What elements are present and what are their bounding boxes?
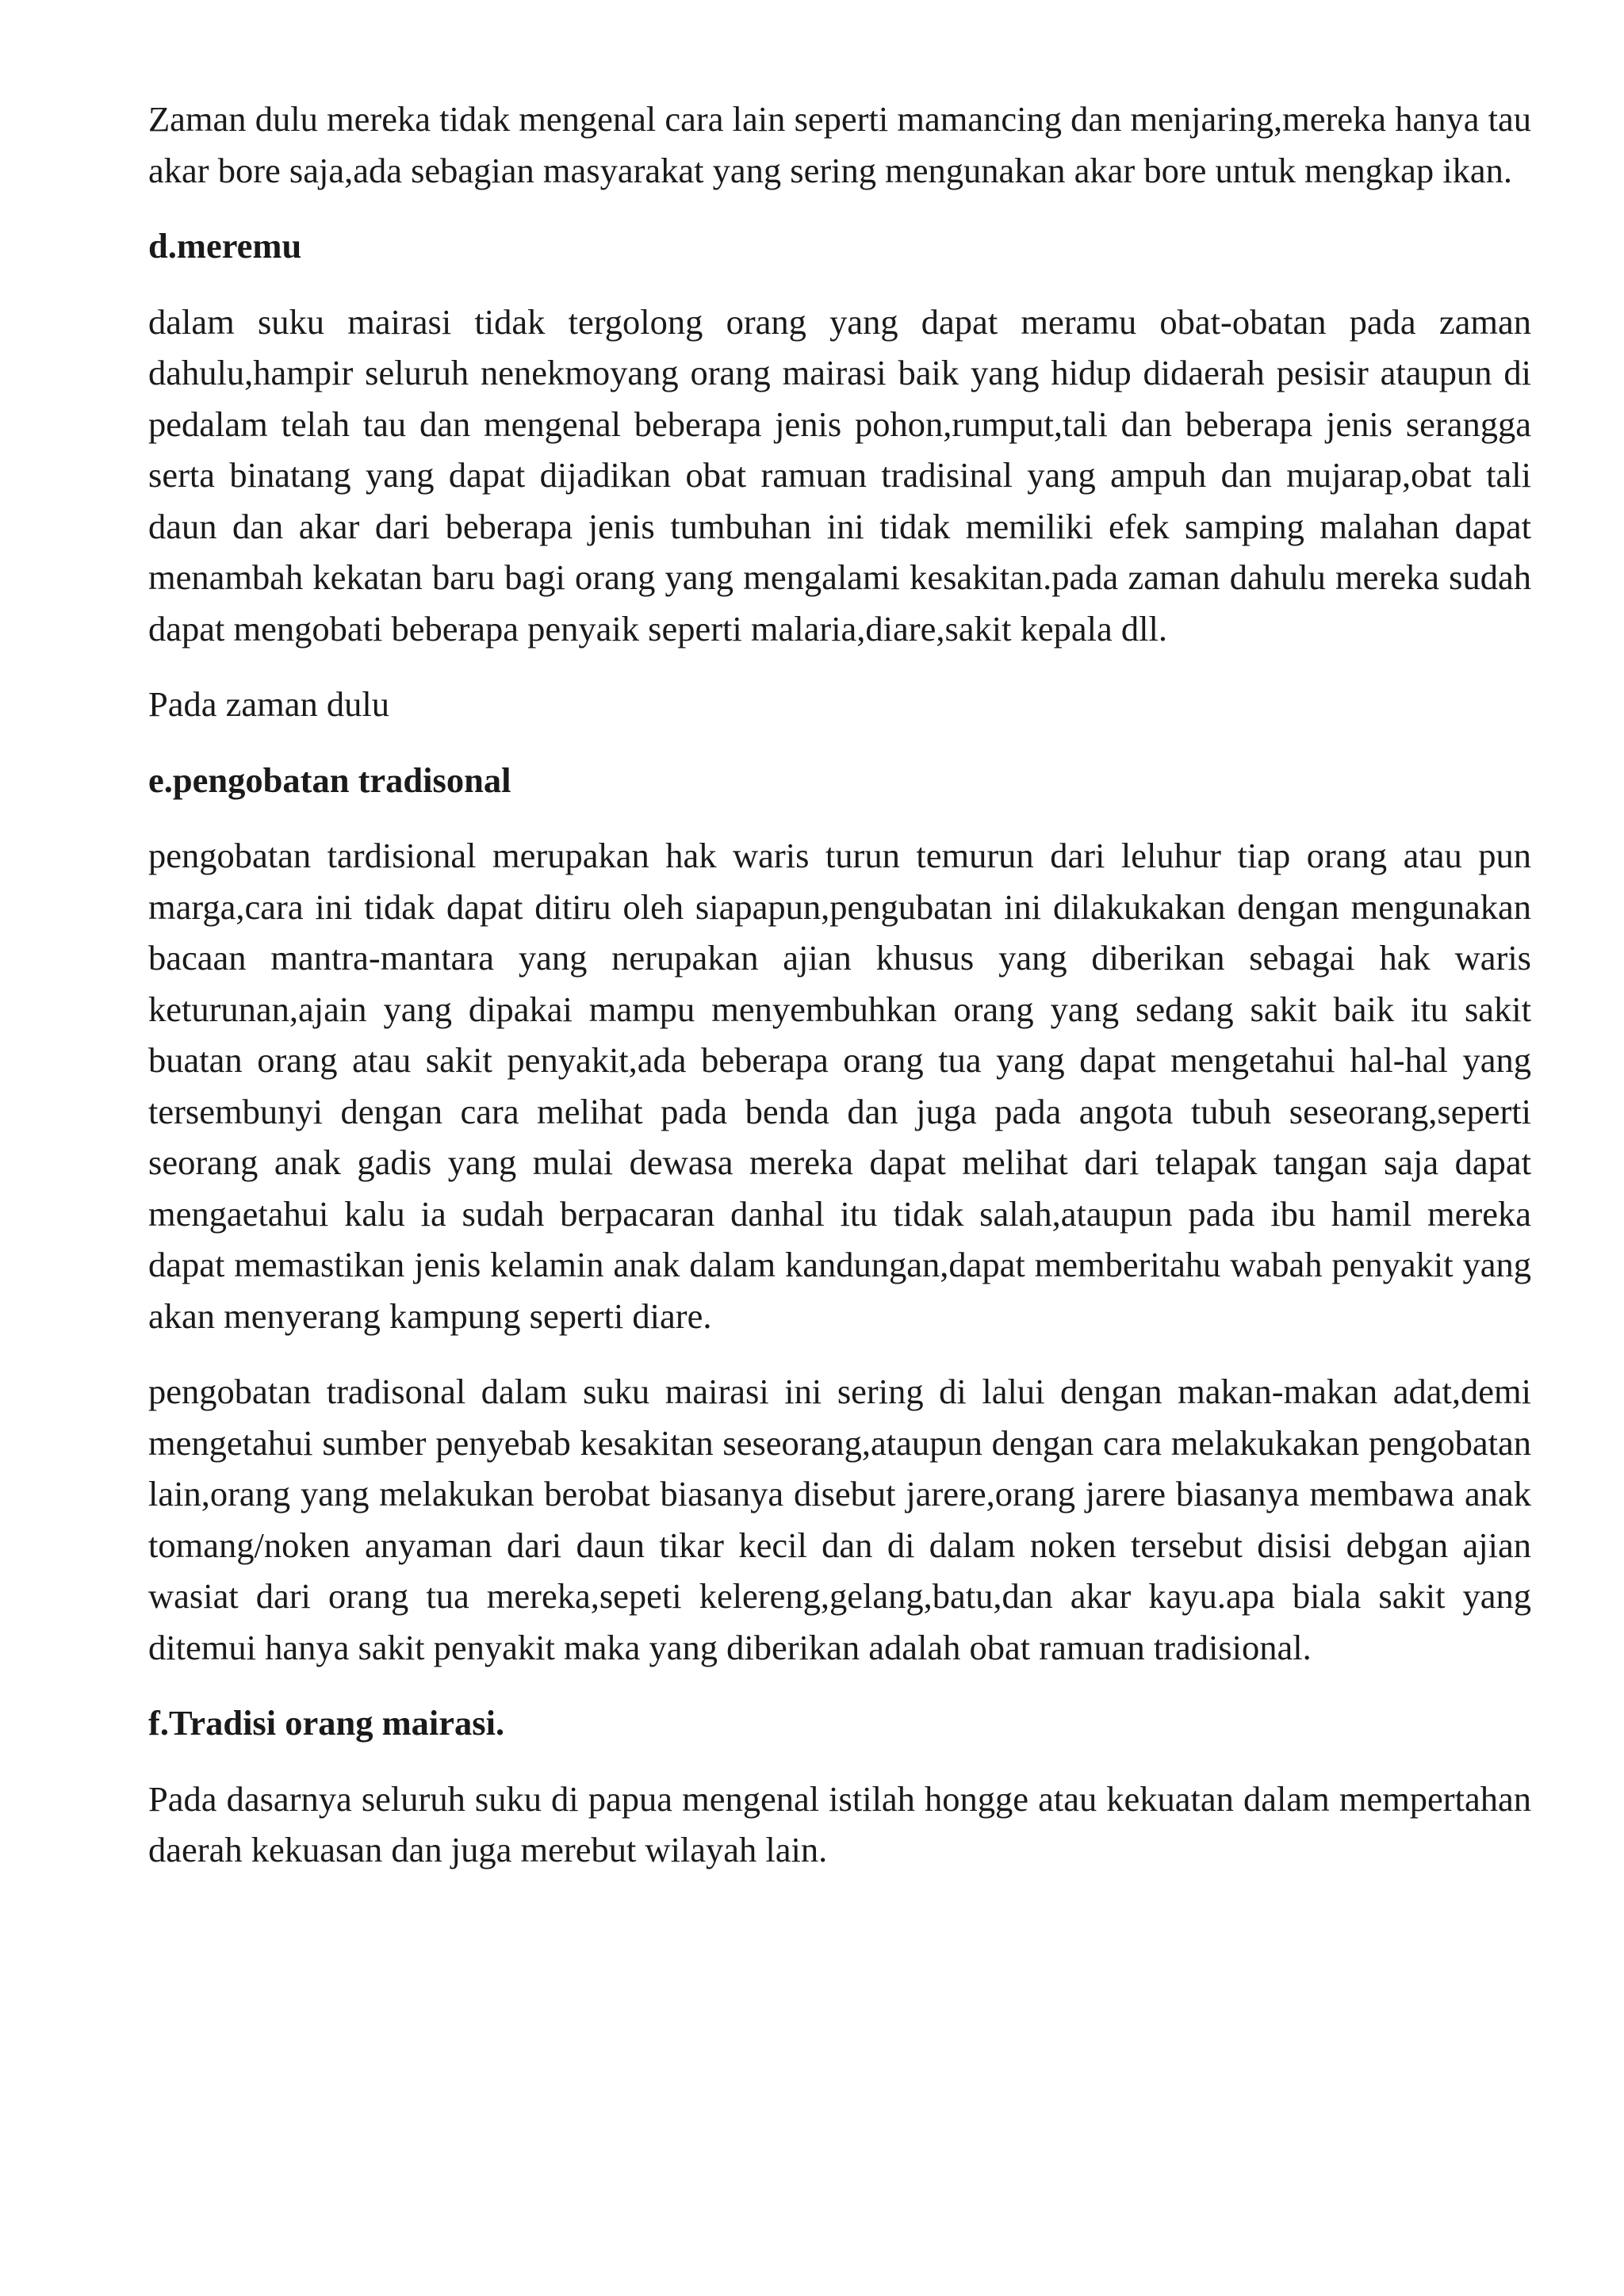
paragraph-tradisi: Pada dasarnya seluruh suku di papua mengenal istilah hongge atau kekuatan dalam mempertahan daerah kekuasan dan juga merebut wilayah lain. (148, 1778, 1531, 1869)
heading-pengobatan-tradisonal: e.pengobatan tradisonal (148, 760, 511, 800)
heading-tradisi-orang-mairasi: f.Tradisi orang mairasi. (148, 1703, 505, 1743)
paragraph-fishing: Zaman dulu mereka tidak mengenal cara lain seperti mamancing dan menjaring,mereka hanya tau akar bore saja,ada sebagian masyarakat yang sering mengunakan akar bore untuk mengkap ikan. (148, 99, 1531, 190)
paragraph-meramu: dalam suku mairasi tidak tergolong orang yang dapat meramu obat-obatan pada zaman dahulu,hampir seluruh nenekmoyang orang mairasi baik yang hidup didaerah pesisir ataupun di pedalam telah tau dan mengenal beberapa jenis pohon,rumput,tali dan beberapa jenis serangga serta binatang yang dapat dijadikan obat ramuan tradisinal yang ampuh dan mujarap,obat tali daun dan akar dari beberapa jenis tumbuhan ini tidak memiliki efek samping malahan dapat menambah kekatan baru bagi orang yang mengalami kesakitan.pada zaman dahulu mereka sudah dapat mengobati beberapa penyaik seperti malaria,diare,sakit kepala dll. (148, 301, 1531, 649)
paragraph-pada-zaman-dulu: Pada zaman dulu (148, 684, 389, 724)
document-page (148, 94, 1531, 1900)
heading-meremu: d.meremu (148, 226, 302, 266)
paragraph-pengobatan-1: pengobatan tardisional merupakan hak waris turun temurun dari leluhur tiap orang atau pun marga,cara ini tidak dapat ditiru oleh siapapun,pengubatan ini dilakukakan dengan mengunakan bacaan mantra-mantara yang nerupakan ajian khusus yang diberikan sebagai hak waris keturunan,ajain yang dipakai mampu menyembuhkan orang yang sedang sakit baik itu sakit buatan orang atau sakit penyakit,ada beberapa orang tua yang dapat mengetahui hal-hal yang tersembunyi dengan cara melihat pada benda dan juga pada angota tubuh seseorang,seperti seorang anak gadis yang mulai dewasa mereka dapat melihat dari telapak tangan saja dapat mengaetahui kalu ia sudah berpacaran danhal itu tidak salah,ataupun pada ibu hamil mereka dapat memastikan jenis kelamin anak dalam kandungan,dapat memberitahu wabah penyakit yang akan menyerang kampung seperti diare. (148, 836, 1531, 1336)
paragraph-pengobatan-2: pengobatan tradisonal dalam suku mairasi ini sering di lalui dengan makan-makan adat,demi mengetahui sumber penyebab kesakitan seseorang,ataupun dengan cara melakukakan pengobatan lain,orang yang melakukan berobat biasanya disebut jarere,orang jarere biasanya membawa anak tomang/noken anyaman dari daun tikar kecil dan di dalam noken tersebut disisi debgan ajian wasiat dari orang tua mereka,sepeti kelereng,gelang,batu,dan akar kayu.apa biala sakit yang ditemui hanya sakit penyakit maka yang diberikan adalah obat ramuan tradisional. (148, 1372, 1531, 1667)
